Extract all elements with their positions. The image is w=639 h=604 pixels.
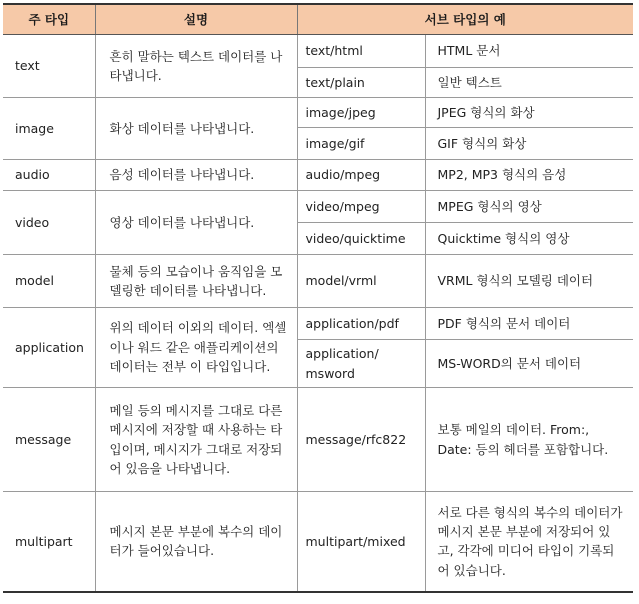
table-row xyxy=(3,160,633,191)
subtype-desc-cell: JPEG 형식의 화상 xyxy=(425,98,633,128)
table-container xyxy=(3,3,633,593)
type-cell: model xyxy=(3,255,95,308)
table-row xyxy=(3,388,633,492)
subtype-desc-cell: HTML 문서 xyxy=(425,35,633,68)
subtype-cell: image/gif xyxy=(297,128,425,160)
type-cell: text xyxy=(3,35,95,98)
type-cell: multipart xyxy=(3,492,95,592)
type-cell: image xyxy=(3,98,95,160)
subtype-desc-cell: GIF 형식의 화상 xyxy=(425,128,633,160)
table-row xyxy=(3,191,633,223)
subtype-desc-cell: MP2, MP3 형식의 음성 xyxy=(425,160,633,191)
desc-cell: 메일 등의 메시지를 그대로 다른 메시지에 저장할 때 사용하는 타입이며, 메시지가 그대로 저장되어 있음을 나타냅니다. xyxy=(95,388,297,492)
subtype-cell: application/ msword xyxy=(297,340,425,388)
subtype-cell: image/jpeg xyxy=(297,98,425,128)
subtype-cell: multipart/mixed xyxy=(297,492,425,592)
type-cell: audio xyxy=(3,160,95,191)
desc-cell: 음성 데이터를 나타냅니다. xyxy=(95,160,297,191)
subtype-desc-cell: 일반 텍스트 xyxy=(425,68,633,98)
subtype-cell: text/plain xyxy=(297,68,425,98)
subtype-cell: audio/mpeg xyxy=(297,160,425,191)
table-row xyxy=(3,255,633,308)
desc-cell: 화상 데이터를 나타냅니다. xyxy=(95,98,297,160)
header-row xyxy=(3,4,633,35)
subtype-desc-cell: MS-WORD의 문서 데이터 xyxy=(425,340,633,388)
desc-cell: 물체 등의 모습이나 움직임을 모델링한 데이터를 나타냅니다. xyxy=(95,255,297,308)
type-cell: message xyxy=(3,388,95,492)
table-row xyxy=(3,98,633,128)
subtype-desc-cell: PDF 형식의 문서 데이터 xyxy=(425,308,633,340)
subtype-cell: application/pdf xyxy=(297,308,425,340)
table-row xyxy=(3,492,633,592)
subtype-desc-cell: Quicktime 형식의 영상 xyxy=(425,223,633,255)
subtype-desc-cell: VRML 형식의 모델링 데이터 xyxy=(425,255,633,308)
desc-cell: 위의 데이터 이외의 데이터. 엑셀이나 워드 같은 애플리케이션의 데이터는 전부 이 타입입니다. xyxy=(95,308,297,388)
header-desc: 설명 xyxy=(95,4,297,35)
header-type: 주 타입 xyxy=(3,4,95,35)
subtype-desc-cell: 보통 메일의 데이터. From:, Date: 등의 헤더를 포함합니다. xyxy=(425,388,633,492)
table-row xyxy=(3,308,633,340)
subtype-cell: video/quicktime xyxy=(297,223,425,255)
subtype-desc-cell: 서로 다른 형식의 복수의 데이터가 메시지 본문 부분에 저장되어 있고, 각각에 미디어 타입이 기록되어 있습니다. xyxy=(425,492,633,592)
type-cell: application xyxy=(3,308,95,388)
subtype-cell: model/vrml xyxy=(297,255,425,308)
desc-cell: 흔히 말하는 텍스트 데이터를 나타냅니다. xyxy=(95,35,297,98)
desc-cell: 영상 데이터를 나타냅니다. xyxy=(95,191,297,255)
type-cell: video xyxy=(3,191,95,255)
desc-cell: 메시지 본문 부분에 복수의 데이터가 들어있습니다. xyxy=(95,492,297,592)
table-row xyxy=(3,35,633,68)
subtype-cell: message/rfc822 xyxy=(297,388,425,492)
header-example: 서브 타입의 예 xyxy=(297,4,633,35)
subtype-cell: text/html xyxy=(297,35,425,68)
subtype-cell: video/mpeg xyxy=(297,191,425,223)
subtype-desc-cell: MPEG 형식의 영상 xyxy=(425,191,633,223)
mime-type-table xyxy=(3,3,633,593)
